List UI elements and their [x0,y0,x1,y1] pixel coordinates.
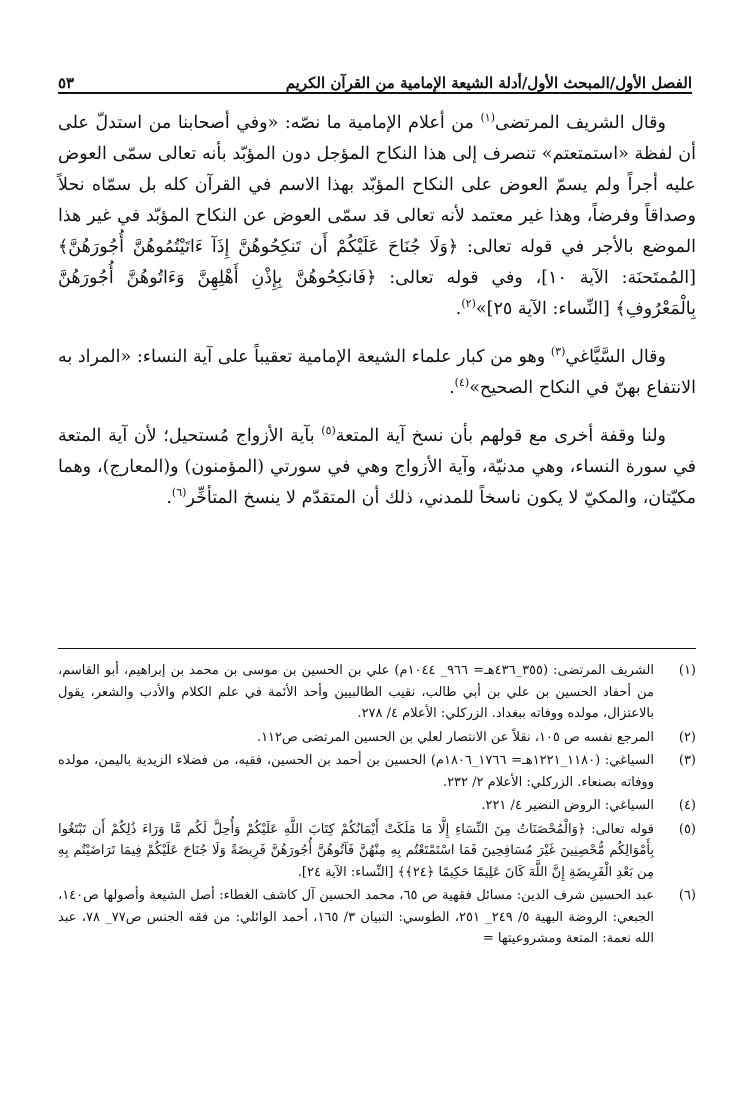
footnote-number: (٤) [678,798,696,813]
footnote-ref[interactable]: (٤) [454,376,470,390]
footnote-ref[interactable]: (٥) [321,424,336,438]
footnote-ref[interactable]: (٦) [171,486,187,500]
running-title: الفصل الأول/المبحث الأول/أدلة الشيعة الإمامية من القرآن الكريم [285,74,692,92]
footnotes [58,660,696,952]
footnote-item [58,660,696,725]
footnote-number: (١) [678,663,696,678]
footnote-text: عبد الحسين شرف الدين: مسائل فقهية ص ٦٥، محمد الحسين آل كاشف الغطاء: أصل الشيعة وأصولها ص١٤٠، الجبعي: الروضة البهية ٥/ ٢٤٩_ ٢٥١، الطوسي: التبيان ٣/ ١٦٥، أحمد الوائلي: من فقه الجنس ص٧٧_ ٧٨، عبد الله نعمة: المتعة ومشروعيتها = [58,888,655,946]
footnote-number: (٥) [678,821,696,837]
footnote-item [58,885,696,950]
footnote-ref[interactable]: (٣) [550,345,566,359]
footnote-text: الشريف المرتضى: (٣٥٥_٤٣٦هـ= ٩٦٦_ ١٠٤٤م) علي بن الحسين بن موسى بن محمد بن إبراهيم، أبو القاسم، من أحفاد الحسين بن علي بن أبي طالب، نقيب الطالبيين وأحد الأئمة في علم الكلام والأدب والشعر، يقول بالاعتزال، مولده ووفاته ببغداد. الزركلي: الأعلام ٤/ ٢٧٨. [58,663,654,721]
footnote-text: المرجع نفسه ص ١٠٥، نقلاً عن الانتصار لعلي بن الحسين المرتضى ص١١٢. [256,729,654,745]
paragraph-abrogation: ولنا وقفة أخرى مع قولهم بأن نسخ آية المتعة$^{(٥)}$ بآية الأزواج مُستحيل؛ لأن آية المتعة في سورة النساء، وهي مدنيّة، وآية الأزواج وهي في سورتي (المؤمنون) و(المعارج)، وهما مكيّتان، والمكيّ لا يكون ناسخاً للمدني، ذلك أن المتقدّم لا ينسخ المتأخِّر$^{(٦)}$. [58,424,696,508]
header-divider [58,92,692,94]
paragraph-sayyaghi: وقال السَّيَّاغي$^{(٣)}$ وهو من كبار علماء الشيعة الإمامية تعقيباً على آية النساء: «المراد به الانتفاع بهنّ في النكاح الصحيح»$^{(٤)}$. [58,345,696,398]
footnote-item [58,795,696,817]
footnote-text: السياغي: الروض النضير ٤/ ٢٢١. [481,798,654,813]
main-text [58,108,696,531]
footnote-item [58,727,696,749]
footnote-text: السياغي: (١١٨٠_١٢٢١هـ= ١٧٦٦_١٨٠٦م) الحسين بن أحمد بن الحسين، فقيه، من فضلاء الزيدية باليمن، مولده ووفاته بصنعاء. الزركلي: الأعلام ٢/ ٢٣٢. [58,753,654,790]
footnote-item [58,819,696,884]
page-number: ٥٣ [58,74,75,92]
footnote-divider [58,648,696,649]
footnote-number: (٢) [678,729,696,745]
footnote-ref[interactable]: (١) [480,111,495,125]
paragraph-sharif-murtada: وقال الشريف المرتضى$^{(١)}$ من أعلام الإمامية ما نصّه: «وفي أصحابنا من استدلّ على أن لفظة «استمتعتم» تنصرف إلى هذا النكاح المؤجل دون المؤبّد بأنه تعالى سمّى العوض عليه أجراً ولم يسمّ العوض على النكاح المؤبّد بهذا الاسم في القرآن كله بل سمّاه نحلاً وصداقاً وفرضاً، وهذا غير معتمد لأنه تعالى قد سمّى العوض عن النكاح المؤبّد في غير هذا الموضع بالأجر في قوله تعالى: ﴿وَلَا جُنَاحَ عَلَيْكُمْ أَن تَنكِحُوهُنَّ إِذَآ ءَاتَيْتُمُوهُنَّ أُجُورَهُنَّ﴾ [المُمتَحنَة: الآية ١٠]، وفي قوله تعالى: ﴿فَانكِحُوهُنَّ بِإِذْنِ أَهْلِهِنَّ وَءَاتُوهُنَّ أُجُورَهُنَّ بِالْمَعْرُوفِ﴾ [النِّساء: الآية ٢٥]»$^{(٢)}$. [58,111,696,319]
footnote-item [58,750,696,793]
page-header [58,58,692,92]
footnote-ref[interactable]: (٢) [461,297,476,311]
footnote-number: (٣) [678,753,696,768]
footnote-number: (٦) [678,888,696,903]
footnote-text: قوله تعالى: ﴿وَالْمُحْصَنَاتُ مِنَ النِّسَاءِ إِلَّا مَا مَلَكَتْ أَيْمَانُكُمْ كِتَابَ اللَّهِ عَلَيْكُمْ وَأُحِلَّ لَكُم مَّا وَرَاءَ ذَٰلِكُمْ أَن تَبْتَغُوا بِأَمْوَالِكُم مُّحْصِنِينَ غَيْرَ مُسَافِحِينَ فَمَا اسْتَمْتَعْتُم بِهِ مِنْهُنَّ فَآتُوهُنَّ أُجُورَهُنَّ فَرِيضَةً وَلَا جُنَاحَ عَلَيْكُمْ فِيمَا تَرَاضَيْتُم بِهِ مِن بَعْدِ الْفَرِيضَةِ إِنَّ اللَّهَ كَانَ عَلِيمًا حَكِيمًا ﴿٢٤﴾﴾ [النِّساء: الآية ٢٤]. [58,821,654,880]
